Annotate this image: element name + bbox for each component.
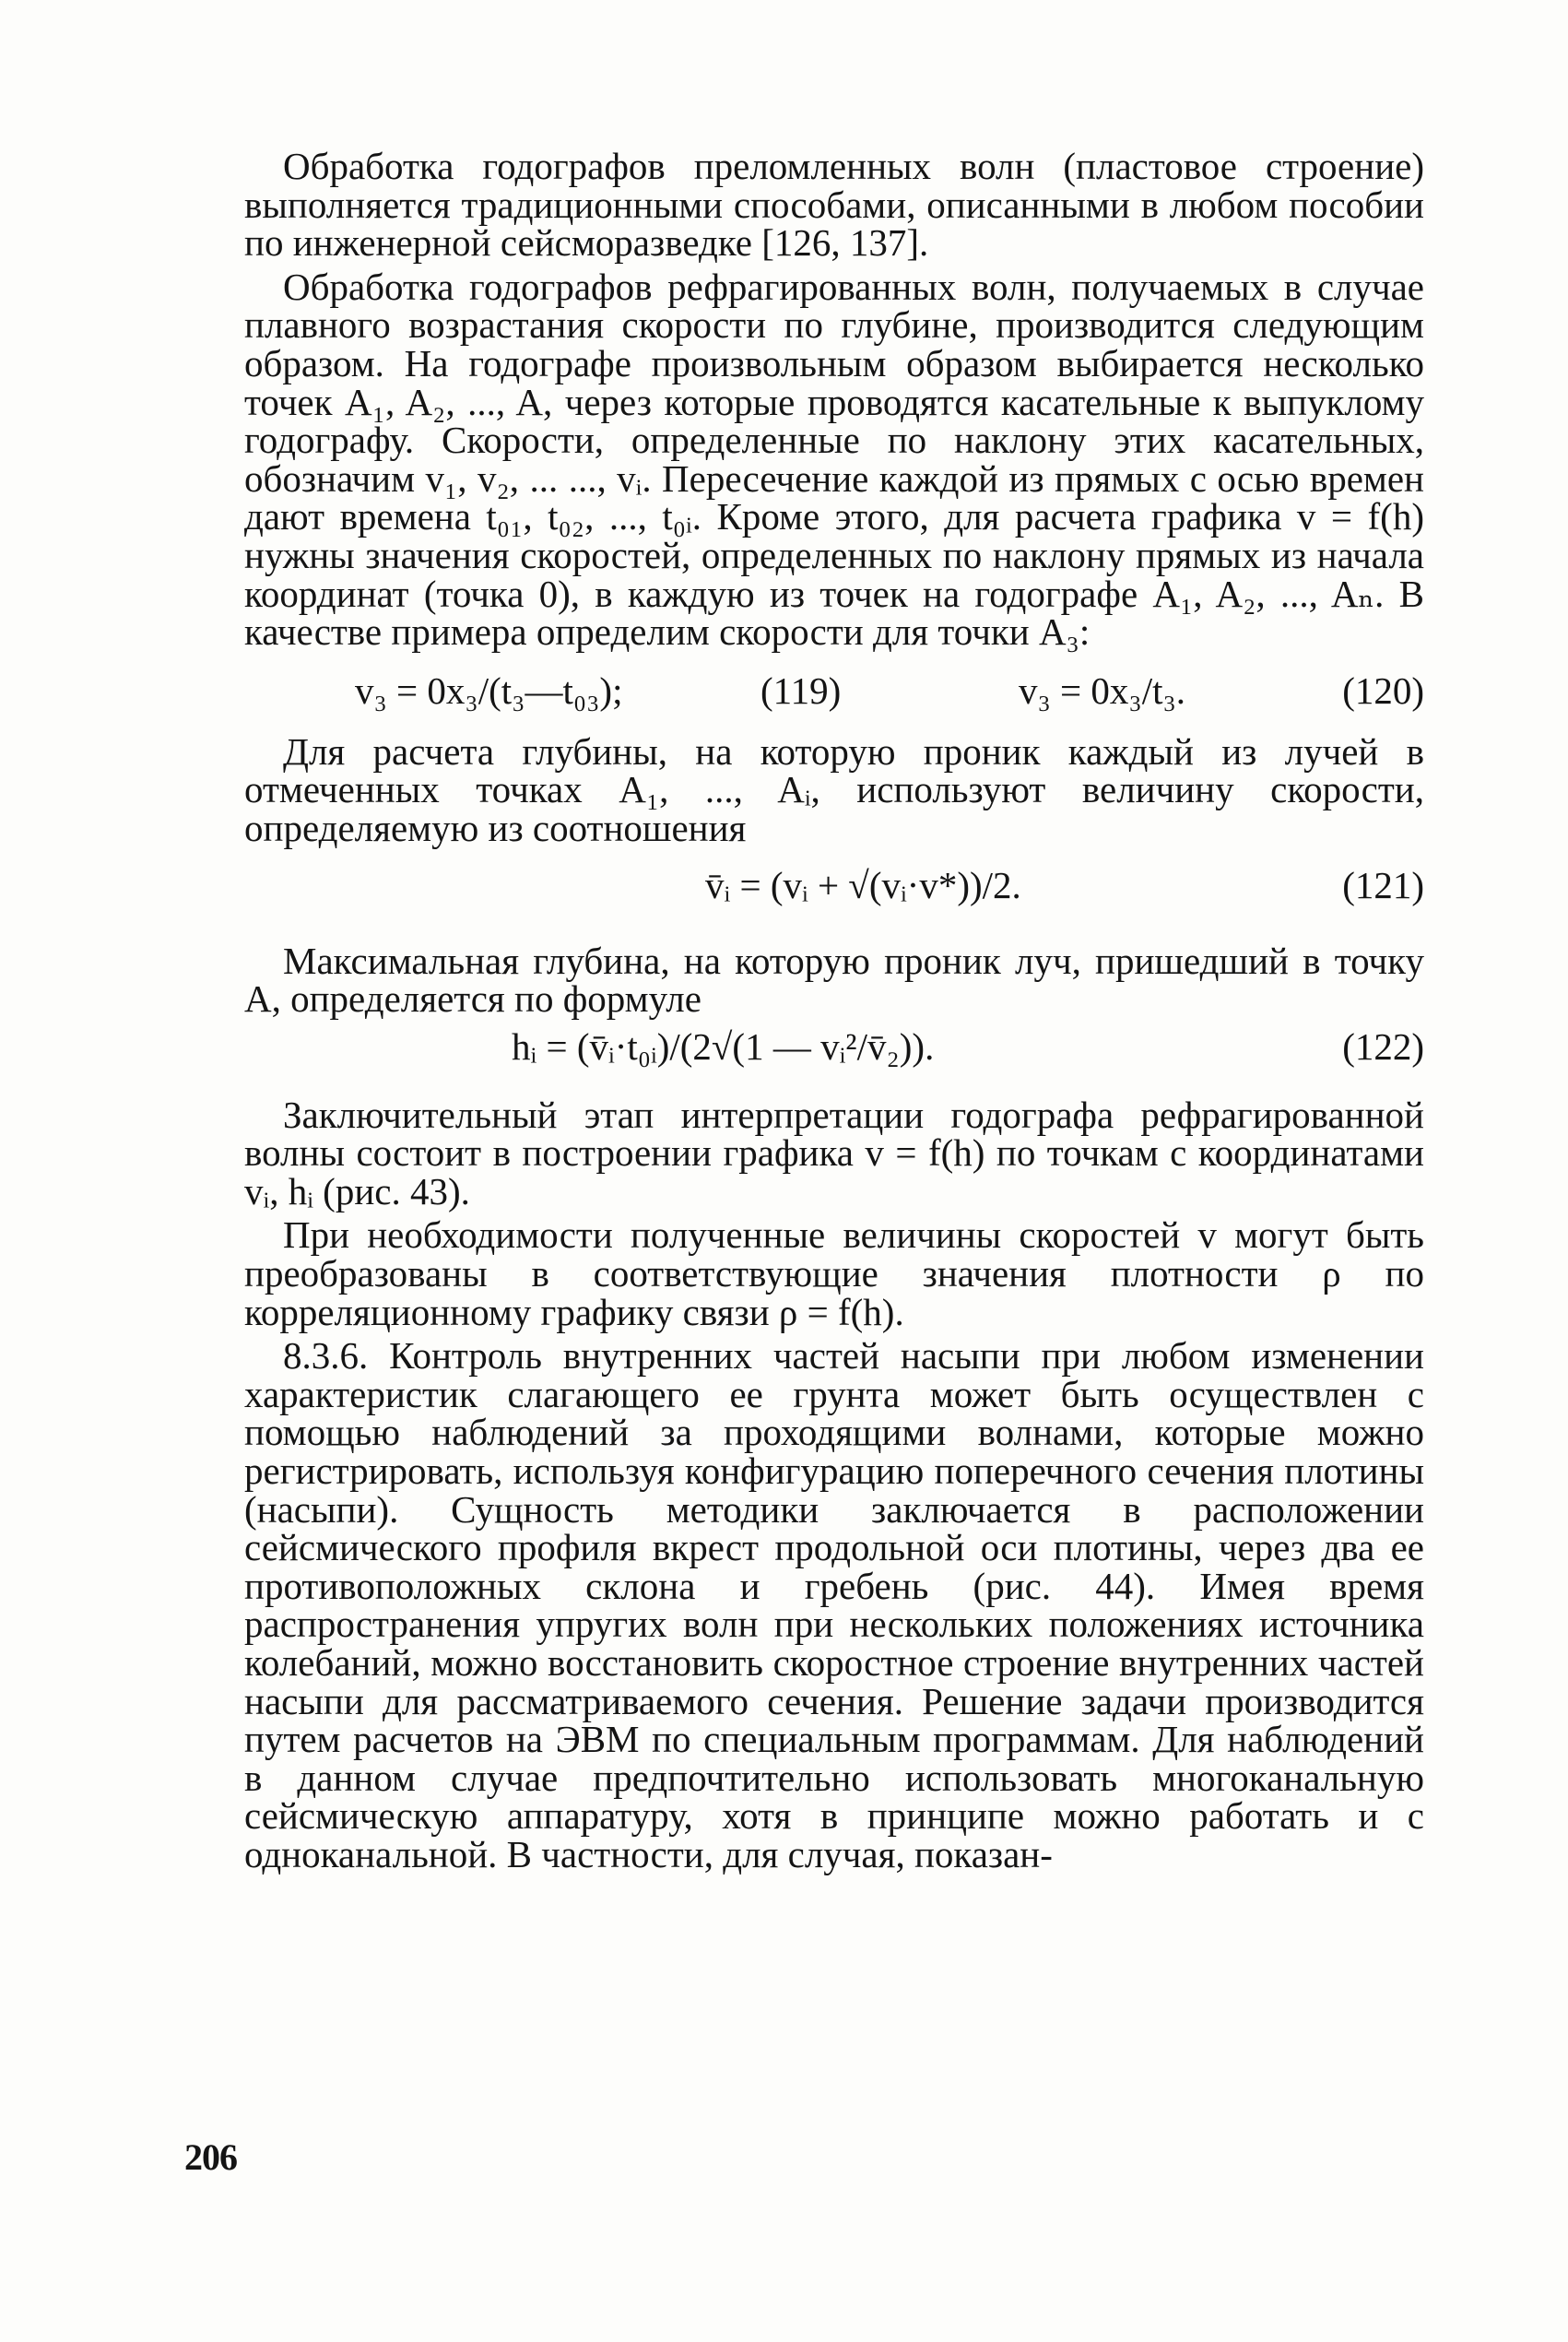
paragraph-2: Обработка годографов рефрагированных волн, получаемых в случае плавного возрастания скорости по глубине, производится следующим образом. На годографе произвольным образом выбирается несколько точек A₁, A₂, ..., A, через которые проводятся касательные к выпуклому годографу. Скорости, определенные по наклону этих касательных, обозначим v₁, v₂, ... ..., vᵢ. Пересечение каждой из прямых с осью времен дают времена t₀₁, t₀₂, ..., t₀ᵢ. Кроме этого, для расчета графика v = f(h) нужны значения скоростей, определенных по наклону прямых из начала координат (точка 0), в каждую из точек на годографе A₁, A₂, ..., Aₙ. В качестве примера определим скорости для точки A₃: xyxy=(244,265,1424,654)
paragraph-1: Обработка годографов преломленных волн (пластовое строение) выполняется традиционными способами, описанными в любом пособии по инженерной сейсморазведке [126, 137]. xyxy=(244,145,1424,265)
paragraph-6: При необходимости полученные величины скоростей v могут быть преобразованы в соответствующие значения плотности ρ по корреляционному графику связи ρ = f(h). xyxy=(244,1213,1424,1333)
formula-121-number: (121) xyxy=(1342,863,1424,906)
formula-122: hᵢ = (v̄ᵢ·t₀ᵢ)/(2√(1 — vᵢ²/v̄₂)). xyxy=(512,1024,935,1068)
formula-119-number: (119) xyxy=(760,668,842,712)
paragraph-7: 8.3.6. Контроль внутренних частей насыпи при любом изменении характеристик слагающего ее грунта может быть осуществлен с помощью наблюдений за проходящими волнами, которые можно регистрировать, используя конфигурацию поперечного сечения плотины (насыпи). Сущность методики заключается в расположении сейсмического профиля вкрест продольной оси плотины, через два ее противоположных склона и гребень (рис. 44). Имея время распространения упругих волн при нескольких положениях источника колебаний, можно восстановить скоростное строение внутренних частей насыпи для рассматриваемого сечения. Решение задачи производится путем расчетов на ЭВМ по специальным программам. Для наблюдений в данном случае предпочтительно использовать многоканальную сейсмическую аппаратуру, хотя в принципе можно работать и с одноканальной. В частности, для случая, показан- xyxy=(244,1334,1424,1875)
formula-122-row xyxy=(244,1017,1424,1083)
page-number: 206 xyxy=(184,2136,237,2178)
paragraph-5: Заключительный этап интерпретации годографа рефрагированной волны состоит в построении графика v = f(h) по точкам с координатами vᵢ, hᵢ (рис. 43). xyxy=(244,1093,1424,1212)
formula-121-row xyxy=(244,856,1424,929)
formula-120: v₃ = 0x₃/t₃. xyxy=(1019,668,1186,712)
formula-122-number: (122) xyxy=(1342,1024,1424,1068)
formula-120-number: (120) xyxy=(1342,668,1424,712)
text-block xyxy=(244,145,1424,1880)
formula-119: v₃ = 0x₃/(t₃—t₀₃); xyxy=(355,668,623,712)
formula-121: v̄ᵢ = (vᵢ + √(vᵢ·v*))/2. xyxy=(705,863,1021,906)
formula-row-119-120 xyxy=(244,661,1424,720)
paragraph-3: Для расчета глубины, на которую проник каждый из лучей в отмеченных точках A₁, ..., Aᵢ, используют величину скорости, определяемую из соотношения xyxy=(244,729,1424,849)
paragraph-4: Максимальная глубина, на которую проник луч, пришедший в точку A, определяется по формуле xyxy=(244,939,1424,1021)
